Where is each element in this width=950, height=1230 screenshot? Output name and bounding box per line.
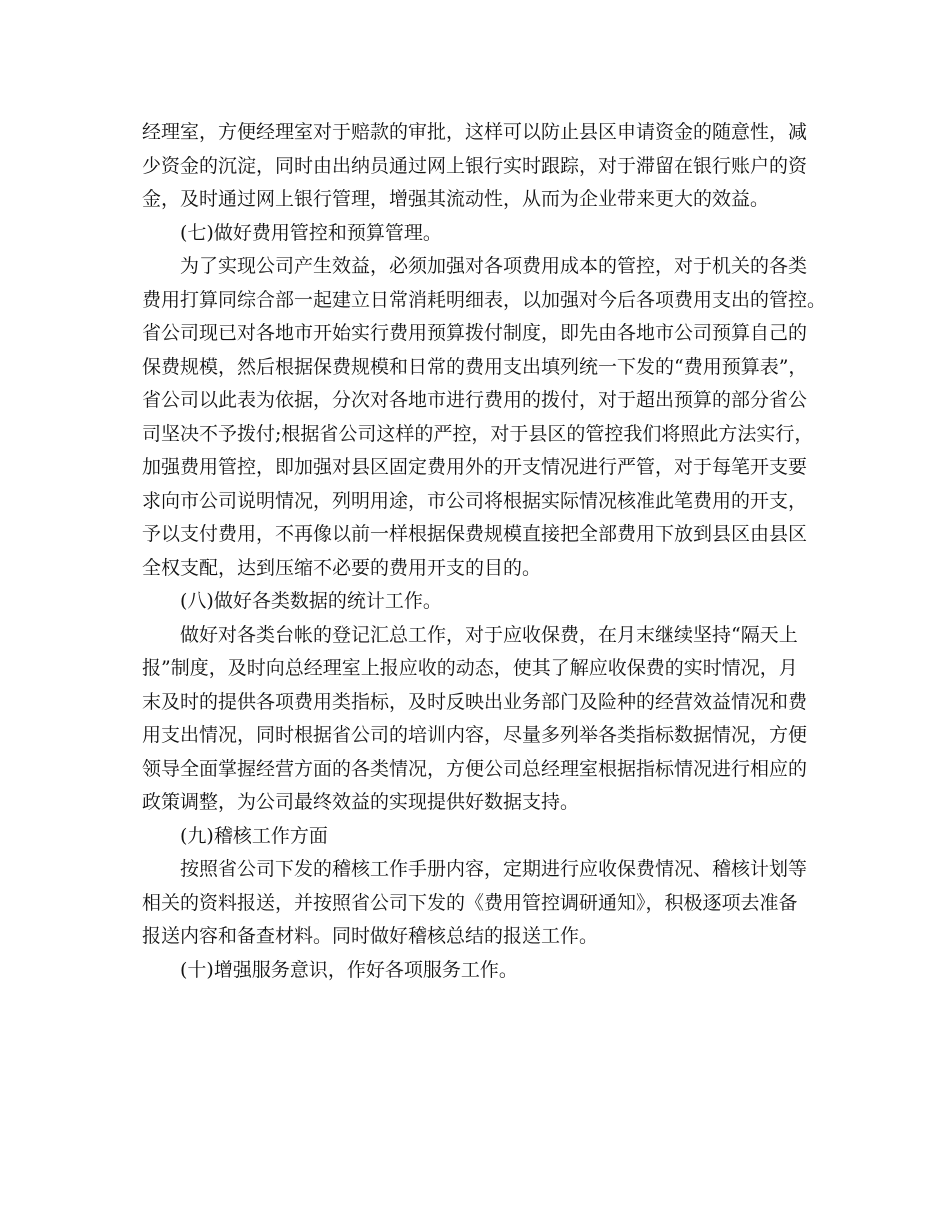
paragraph-first-line: 按照省公司下发的稽核工作手册内容，定期进行应收保费情况、稽核计划等	[180, 858, 808, 880]
text-line: 少资金的沉淀，同时由出纳员通过网上银行实时跟踪，对于滞留在银行账户的资	[142, 154, 808, 177]
text-line: 领导全面掌握经营方面的各类情况，方便公司总经理室根据指标情况进行相应的	[142, 757, 808, 780]
text-line: 报送内容和备查材料。同时做好稽核总结的报送工作。	[142, 925, 599, 947]
text-line: 金，及时通过网上银行管理，增强其流动性，从而为企业带来更大的效益。	[142, 188, 770, 210]
section-heading: (十)增强服务意识，作好各项服务工作。	[180, 958, 518, 981]
text-line: 相关的资料报送，并按照省公司下发的《费用管控调研通知》，积极逐项去准备	[142, 891, 798, 914]
section-heading: (九)稽核工作方面	[180, 824, 328, 847]
document-body	[142, 116, 827, 987]
section-heading: (七)做好费用管控和预算管理。	[180, 221, 442, 244]
text-line: 用支出情况，同时根据省公司的培训内容，尽量多列举各类指标数据情况，方便	[142, 724, 808, 746]
text-line: 费用打算同综合部一起建立日常消耗明细表，以加强对今后各项费用支出的管控。	[142, 288, 827, 311]
text-line: 予以支付费用，不再像以前一样根据保费规模直接把全部费用下放到县区由县区	[142, 523, 808, 545]
text-line: 保费规模，然后根据保费规模和日常的费用支出填列统一下发的“费用预算表”，	[142, 355, 808, 378]
text-line: 经理室，方便经理室对于赔款的审批，这样可以防止县区申请资金的随意性，减	[142, 121, 808, 143]
text-line: 政策调整，为公司最终效益的实现提供好数据支持。	[142, 791, 580, 813]
text-line: 末及时的提供各项费用类指标，及时反映出业务部门及险种的经营效益情况和费	[142, 690, 808, 713]
text-line: 省公司以此表为依据，分次对各地市进行费用的拨付，对于超出预算的部分省公	[142, 389, 808, 411]
section-heading: (八)做好各类数据的统计工作。	[180, 590, 442, 612]
paragraph-first-line: 做好对各类台帐的登记汇总工作，对于应收保费，在月末继续坚持“隔天上	[180, 623, 798, 646]
text-line: 求向市公司说明情况，列明用途，市公司将根据实际情况核准此笔费用的开支，	[142, 489, 808, 512]
text-line: 司坚决不予拨付;根据省公司这样的严控，对于县区的管控我们将照此方法实行，	[142, 422, 814, 445]
paragraph-first-line: 为了实现公司产生效益，必须加强对各项费用成本的管控，对于机关的各类	[180, 255, 808, 277]
text-line: 加强费用管控，即加强对县区固定费用外的开支情况进行严管，对于每笔开支要	[142, 456, 808, 478]
text-line: 全权支配，达到压缩不必要的费用开支的目的。	[142, 556, 542, 579]
text-line: 报”制度，及时向总经理室上报应收的动态，使其了解应收保费的实时情况，月	[142, 657, 798, 679]
text-line: 省公司现已对各地市开始实行费用预算拨付制度，即先由各地市公司预算自己的	[142, 322, 808, 344]
